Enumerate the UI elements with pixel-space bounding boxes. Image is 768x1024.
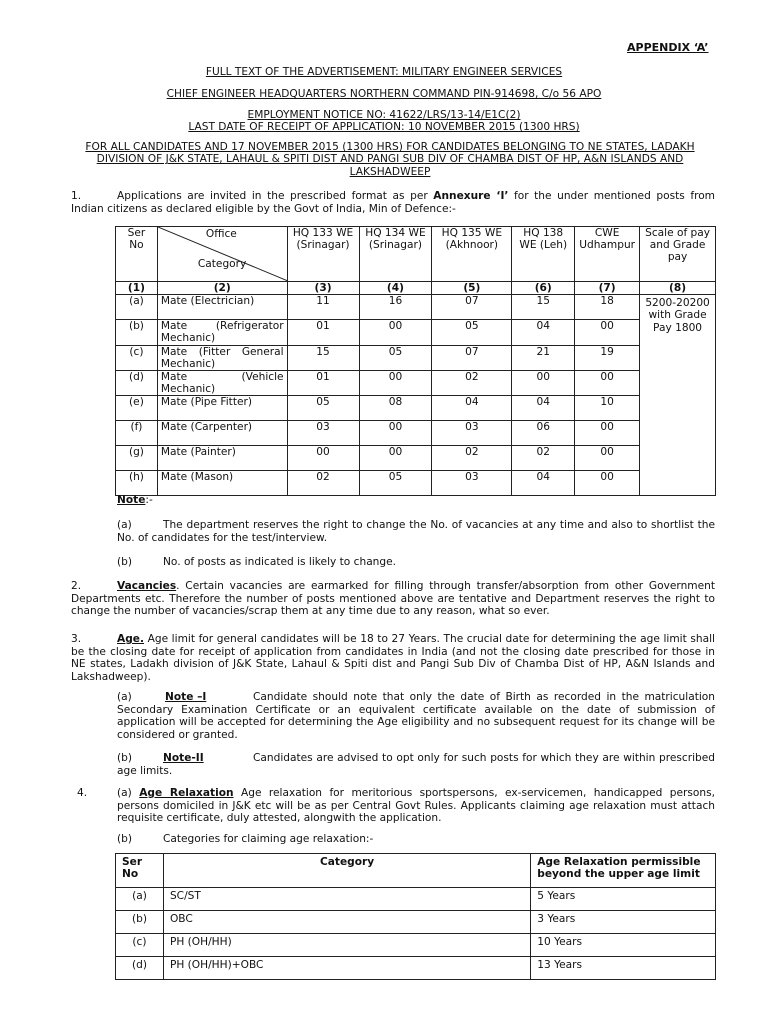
- row-value: 03: [287, 421, 359, 446]
- col-number: (8): [640, 282, 716, 295]
- age-relaxation-label: Age Relaxation: [139, 787, 234, 799]
- row-category: Mate (Fitter General Mechanic): [157, 345, 287, 370]
- relax-category: PH (OH/HH)+OBC: [163, 957, 530, 980]
- para4-b-number: (b): [117, 833, 132, 845]
- row-value: 05: [287, 396, 359, 421]
- para1-before: Applications are invited in the prescribed format as per: [117, 190, 434, 202]
- header-hq133: HQ 133 WE (Srinagar): [287, 227, 359, 282]
- header-scale: Scale of pay and Grade pay: [640, 227, 716, 282]
- row-value: 04: [432, 396, 512, 421]
- row-value: 08: [359, 396, 432, 421]
- relax-ser: (a): [116, 888, 164, 911]
- row-category: Mate (Refrigerator Mechanic): [157, 320, 287, 345]
- row-value: 07: [432, 345, 512, 370]
- para1-text: [71, 190, 715, 215]
- row-value: 18: [575, 295, 640, 320]
- table-row: [116, 371, 716, 396]
- para4-a: (a): [117, 787, 132, 799]
- para4-b-text: Categories for claiming age relaxation:-: [163, 833, 374, 845]
- relaxation-table: [115, 853, 716, 980]
- row-category: Mate (Vehicle Mechanic): [157, 371, 287, 396]
- row-value: 00: [575, 371, 640, 396]
- row-ser: (c): [116, 345, 158, 370]
- row-value: 07: [432, 295, 512, 320]
- para2-body: . Certain vacancies are earmarked for filling through transfer/absorption from other Government Departments etc. Therefore the number of posts mentioned above are tentative and Department reserves the right to change the number of vacancies/scrap them at any time due to any reason, what so ever.: [71, 580, 715, 618]
- table-row: [116, 295, 716, 320]
- row-ser: (b): [116, 320, 158, 345]
- row-value: 15: [512, 295, 575, 320]
- header-office: Office: [205, 228, 237, 240]
- row-category: Mate (Mason): [157, 471, 287, 496]
- para1-number: 1.: [71, 190, 82, 202]
- row-ser: (e): [116, 396, 158, 421]
- header-hq135: HQ 135 WE (Akhnoor): [432, 227, 512, 282]
- table-row: [116, 320, 716, 345]
- para2-number: 2.: [71, 580, 82, 592]
- row-value: 11: [287, 295, 359, 320]
- para4-text: [117, 787, 715, 825]
- para3-text: [71, 633, 715, 683]
- table-row: [116, 911, 716, 934]
- relax-years: 3 Years: [531, 911, 716, 934]
- relax-header-category: Category: [163, 854, 530, 888]
- header-category: Category: [197, 258, 247, 270]
- vacancies-label: Vacancies: [117, 580, 177, 592]
- row-value: 02: [512, 446, 575, 471]
- row-value: 04: [512, 320, 575, 345]
- table-row: [116, 471, 716, 496]
- header-ser-no: Ser No: [116, 227, 158, 282]
- note-a-text: The department reserves the right to change the No. of vacancies at any time and also to shortlist the No. of candidates for the test/interview.: [117, 519, 715, 544]
- note1-number: (a): [117, 691, 132, 703]
- relax-category: OBC: [163, 911, 530, 934]
- note2-number: (b): [117, 752, 132, 764]
- note1-text: Candidate should note that only the date of Birth as recorded in the matriculation Secondary Examination Certificate or an equivalent certificate available on the date of submission of application will be accepted for determining the Age eligibility and no subsequent request for its change will be considered or granted.: [117, 691, 715, 741]
- row-value: 00: [287, 446, 359, 471]
- relax-category: PH (OH/HH): [163, 934, 530, 957]
- col-number: (3): [287, 282, 359, 295]
- row-value: 02: [432, 446, 512, 471]
- row-ser: (d): [116, 371, 158, 396]
- para4-body: Age relaxation for meritorious sportspersons, ex-servicemen, handicapped persons, persons domiciled in J&K etc will be as per Central Govt Rules. Applicants claiming age relaxation must attach requisite certificate, duly attested, alongwith the application.: [117, 787, 715, 825]
- relax-ser: (b): [116, 911, 164, 934]
- note-suffix: :-: [145, 494, 153, 506]
- row-value: 00: [512, 371, 575, 396]
- table-row: [116, 934, 716, 957]
- age-label: Age.: [117, 633, 144, 645]
- table-row: [116, 446, 716, 471]
- row-value: 21: [512, 345, 575, 370]
- row-value: 05: [359, 345, 432, 370]
- row-value: 04: [512, 396, 575, 421]
- row-value: 04: [512, 471, 575, 496]
- row-category: Mate (Painter): [157, 446, 287, 471]
- note2-text: Candidates are advised to opt only for such posts for which they are within prescribed age limits.: [117, 752, 715, 777]
- relax-header-relaxation: Age Relaxation permissible beyond the upper age limit: [531, 854, 716, 888]
- ne-states-heading: FOR ALL CANDIDATES AND 17 NOVEMBER 2015 (1300 HRS) FOR CANDIDATES BELONGING TO NE STATES, LADAKH DIVISION OF J&K STATE, LAHAUL & SPITI DIST AND PANGI SUB DIV OF CHAMBA DIST OF HP, A&N ISLANDS AND LAKSHADWEEP: [85, 141, 695, 178]
- pay-scale: 5200-20200 with Grade Pay 1800: [640, 295, 716, 496]
- row-value: 02: [432, 371, 512, 396]
- header-hq138: HQ 138 WE (Leh): [512, 227, 575, 282]
- employment-notice-heading: EMPLOYMENT NOTICE NO: 41622/LRS/13-14/E1C(2): [247, 109, 521, 121]
- row-value: 15: [287, 345, 359, 370]
- col-number: (6): [512, 282, 575, 295]
- row-value: 00: [575, 446, 640, 471]
- note-b-number: (b): [117, 556, 132, 568]
- row-ser: (g): [116, 446, 158, 471]
- chief-engineer-heading: CHIEF ENGINEER HEADQUARTERS NORTHERN COMMAND PIN-914698, C/o 56 APO: [166, 88, 602, 100]
- row-value: 06: [512, 421, 575, 446]
- annexure-ref: Annexure ‘I’: [433, 190, 509, 202]
- header-office-category: [157, 227, 287, 282]
- relax-header-ser: Ser No: [116, 854, 164, 888]
- note-a-number: (a): [117, 519, 132, 531]
- para2-text: [71, 580, 715, 618]
- relax-years: 10 Years: [531, 934, 716, 957]
- row-value: 03: [432, 471, 512, 496]
- last-date-heading: LAST DATE OF RECEIPT OF APPLICATION: 10 NOVEMBER 2015 (1300 HRS): [188, 121, 580, 133]
- row-ser: (a): [116, 295, 158, 320]
- row-value: 16: [359, 295, 432, 320]
- header-hq134: HQ 134 WE (Srinagar): [359, 227, 432, 282]
- para3-body: Age limit for general candidates will be 18 to 27 Years. The crucial date for determining the age limit shall be the closing date for receipt of application from candidates in India (and not the closing date prescribed for those in NE states, Ladakh division of J&K State, Lahaul & Spiti dist and Pangi Sub Div of Chamba Dist of HP, A&N Islands and Lakshadweep).: [71, 633, 715, 683]
- para4-number: 4.: [77, 787, 88, 799]
- col-number: (1): [116, 282, 158, 295]
- row-value: 02: [287, 471, 359, 496]
- para1-after: for the under mentioned posts from Indian citizens as declared eligible by the Govt of India, Min of Defence:-: [71, 190, 715, 215]
- row-ser: (f): [116, 421, 158, 446]
- note1-label: Note –I: [165, 691, 207, 703]
- col-number: (2): [157, 282, 287, 295]
- note2-label: Note-II: [163, 752, 204, 764]
- row-value: 00: [575, 421, 640, 446]
- note-b-text: No. of posts as indicated is likely to change.: [163, 556, 397, 568]
- row-ser: (h): [116, 471, 158, 496]
- table-row: [116, 345, 716, 370]
- note-heading: [117, 494, 153, 506]
- row-value: 19: [575, 345, 640, 370]
- row-value: 00: [359, 371, 432, 396]
- col-number: (4): [359, 282, 432, 295]
- row-value: 00: [575, 320, 640, 345]
- table-row: [116, 421, 716, 446]
- row-value: 00: [359, 421, 432, 446]
- appendix-label: APPENDIX ‘A’: [627, 41, 709, 54]
- header-cwe: CWE Udhampur: [575, 227, 640, 282]
- relax-years: 5 Years: [531, 888, 716, 911]
- row-value: 00: [575, 471, 640, 496]
- relax-ser: (c): [116, 934, 164, 957]
- row-value: 05: [432, 320, 512, 345]
- relax-category: SC/ST: [163, 888, 530, 911]
- table-row: [116, 888, 716, 911]
- row-category: Mate (Pipe Fitter): [157, 396, 287, 421]
- row-category: Mate (Carpenter): [157, 421, 287, 446]
- row-value: 01: [287, 320, 359, 345]
- full-text-heading: FULL TEXT OF THE ADVERTISEMENT: MILITARY ENGINEER SERVICES: [205, 66, 563, 78]
- relax-years: 13 Years: [531, 957, 716, 980]
- posts-table: [115, 226, 716, 496]
- row-category: Mate (Electrician): [157, 295, 287, 320]
- col-number: (5): [432, 282, 512, 295]
- row-value: 03: [432, 421, 512, 446]
- row-value: 00: [359, 320, 432, 345]
- para3-number: 3.: [71, 633, 82, 645]
- row-value: 05: [359, 471, 432, 496]
- row-value: 10: [575, 396, 640, 421]
- table-row: [116, 957, 716, 980]
- relax-ser: (d): [116, 957, 164, 980]
- table-row: [116, 396, 716, 421]
- row-value: 01: [287, 371, 359, 396]
- note-label: Note: [117, 494, 146, 506]
- row-value: 00: [359, 446, 432, 471]
- col-number: (7): [575, 282, 640, 295]
